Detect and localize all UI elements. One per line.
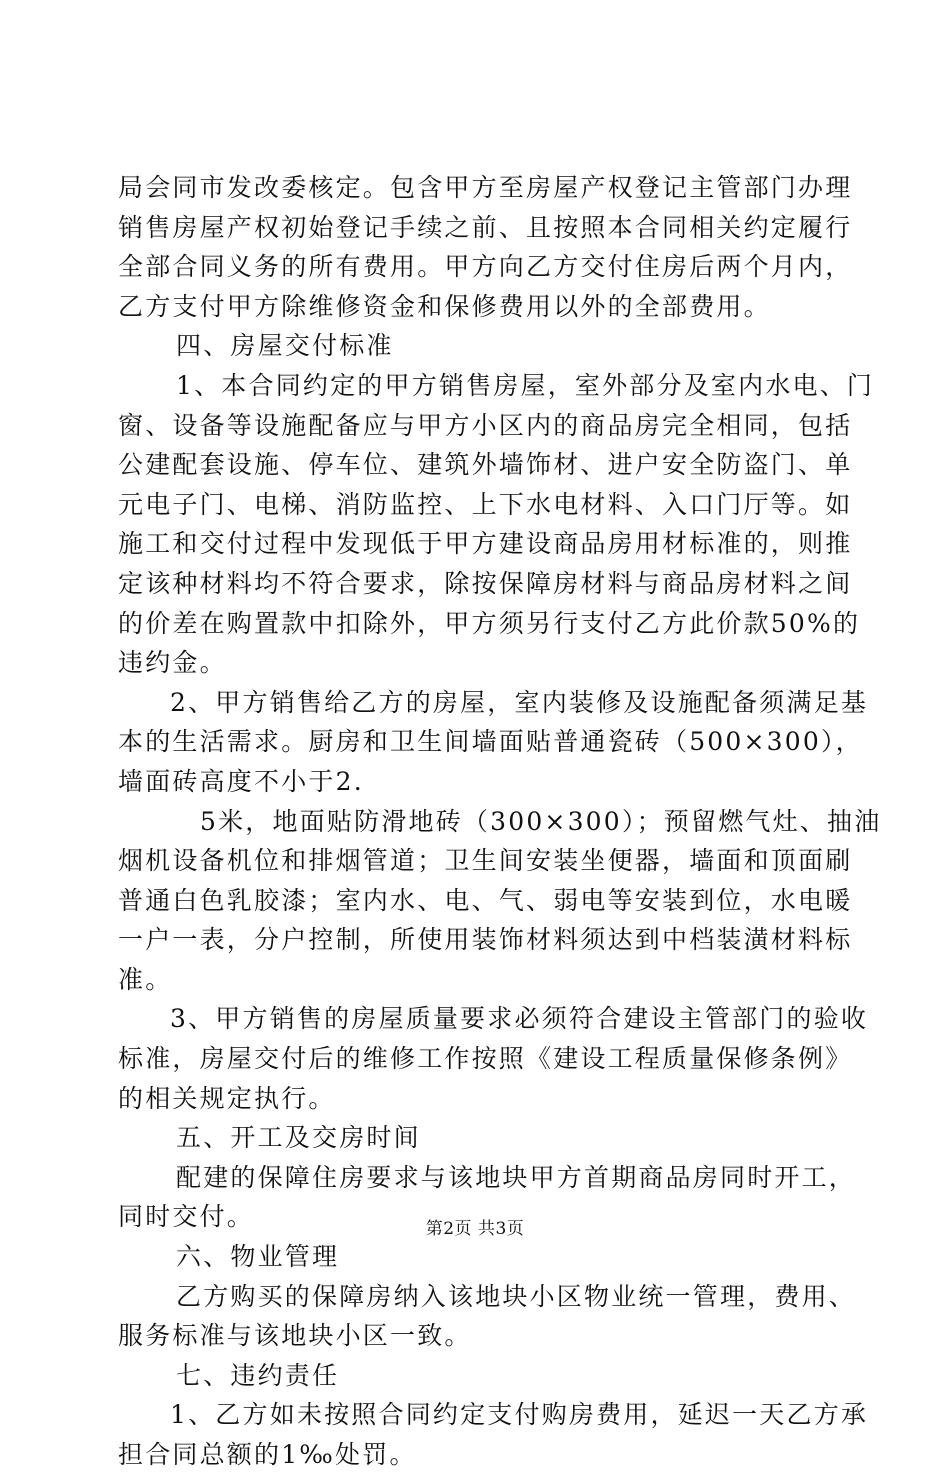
text-line: 局会同市发改委核定。包含甲方至房屋产权登记主管部门办理: [118, 173, 853, 202]
text-line: 配建的保障住房要求与该地块甲方首期商品房同时开工，: [176, 1162, 857, 1192]
text-line: 窗、设备等设施配备应与甲方小区内的商品房完全相同，包括: [118, 410, 853, 440]
text-line: 1、本合同约定的甲方销售房屋，室外部分及室内水电、门: [176, 370, 875, 400]
text-line: 违约金。: [118, 648, 227, 678]
text-line: 公建配套设施、停车位、建筑外墙饰材、进户安全防盗门、单: [118, 450, 853, 480]
text-line: 墙面砖高度不小于2.: [118, 766, 364, 796]
text-line: 一户一表，分户控制，所使用装饰材料须达到中档装潢材料标: [118, 925, 853, 955]
page-footer: 第2页 共3页: [425, 1219, 525, 1239]
text-line: 七、违约责任: [176, 1360, 340, 1390]
text-line: 全部合同义务的所有费用。甲方向乙方交付住房后两个月内，: [118, 252, 853, 282]
text-line: 的相关规定执行。: [118, 1083, 336, 1113]
text-line: 定该种材料均不符合要求，除按保障房材料与商品房材料之间: [118, 568, 853, 598]
text-line: 乙方购买的保障房纳入该地块小区物业统一管理，费用、: [176, 1281, 857, 1311]
text-line: 烟机设备机位和排烟管道；卫生间安装坐便器，墙面和顶面刷: [118, 846, 853, 876]
text-line: 标准，房屋交付后的维修工作按照《建设工程质量保修条例》: [118, 1044, 853, 1074]
text-line: 四、房屋交付标准: [176, 331, 394, 361]
text-line: 5米，地面贴防滑地砖（300×300）；预留燃气灶、抽油: [200, 806, 882, 836]
text-line: 同时交付。: [118, 1202, 255, 1232]
document-body: [118, 168, 882, 1475]
text-line: 2、甲方销售给乙方的房屋，室内装修及设施配备须满足基: [170, 687, 869, 717]
text-line: 1、乙方如未按照合同约定支付购房费用，延迟一天乙方承: [170, 1400, 869, 1430]
text-line: 施工和交付过程中发现低于甲方建设商品房用材标准的，则推: [118, 529, 853, 559]
text-line: 普通白色乳胶漆；室内水、电、气、弱电等安装到位，水电暖: [118, 885, 853, 915]
text-line: 3、甲方销售的房屋质量要求必须符合建设主管部门的验收: [170, 1004, 869, 1034]
text-line: 的价差在购置款中扣除外，甲方须另行支付乙方此价款50%的: [118, 608, 861, 638]
text-line: 五、开工及交房时间: [176, 1123, 421, 1153]
text-line: 元电子门、电梯、消防监控、上下水电材料、入口门厅等。如: [118, 489, 853, 519]
text-line: 担合同总额的1‰处罚。: [118, 1440, 417, 1469]
text-line: 销售房屋产权初始登记手续之前、且按照本合同相关约定履行: [118, 212, 853, 242]
text-line: 服务标准与该地块小区一致。: [118, 1321, 472, 1351]
text-line: 本的生活需求。厨房和卫生间墙面贴普通瓷砖（500×300），: [118, 727, 863, 757]
text-line: 乙方支付甲方除维修资金和保修费用以外的全部费用。: [118, 291, 771, 321]
text-line: 准。: [118, 964, 173, 994]
text-line: 六、物业管理: [176, 1242, 340, 1272]
